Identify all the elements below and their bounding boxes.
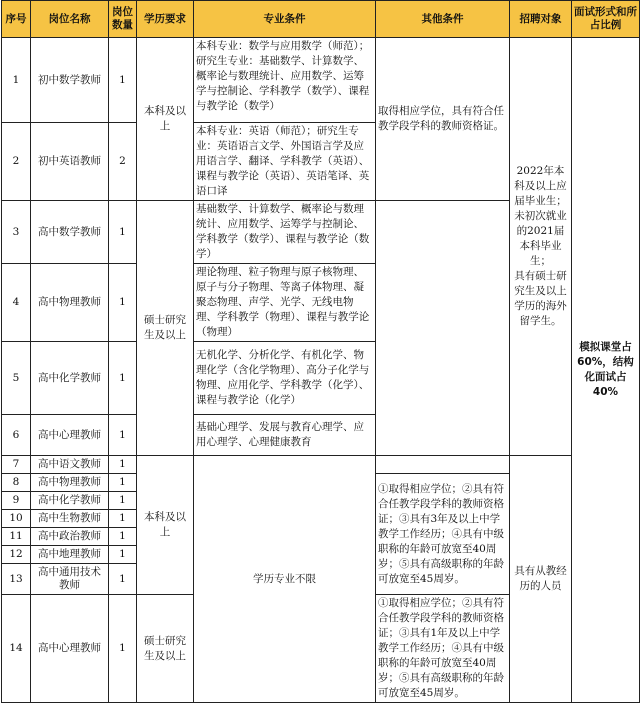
header-count: 岗位数量 bbox=[109, 1, 137, 38]
row-major: 基础心理学、发展与教育心理学、应用心理学、心理健康教育 bbox=[194, 415, 376, 456]
education-bachelor-low: 本科及以上 bbox=[137, 456, 194, 595]
row-position: 高中数学教师 bbox=[31, 201, 109, 264]
table-row bbox=[2, 38, 640, 123]
row-position: 高中心理教师 bbox=[31, 415, 109, 456]
row-count: 1 bbox=[109, 264, 137, 342]
other-conditions-mid: ①取得相应学位；②具有符合任教学段学科的教师资格证；③具有3年及以上中学教学工作经历；④具有中级职称的年龄可放宽至40周岁；⑤具有高级职称的年龄可放宽至45周岁。 bbox=[376, 474, 510, 595]
row-index: 11 bbox=[2, 528, 31, 546]
row-major: 无机化学、分析化学、有机化学、物理化学（含化学物理）、高分子化学与物理、应用化学、学科教学（化学）、课程与教学论（化学） bbox=[194, 342, 376, 415]
row-position: 高中物理教师 bbox=[31, 264, 109, 342]
interview-ratio: 模拟课堂占60%，结构化面试占40% bbox=[572, 38, 640, 703]
other-conditions-blank bbox=[376, 201, 510, 456]
row-position: 高中生物教师 bbox=[31, 510, 109, 528]
header-index: 序号 bbox=[2, 1, 31, 38]
row-count: 1 bbox=[109, 342, 137, 415]
row-index: 13 bbox=[2, 564, 31, 595]
education-master-low: 硕士研究生及以上 bbox=[137, 595, 194, 703]
row-index: 9 bbox=[2, 492, 31, 510]
row-index: 12 bbox=[2, 546, 31, 564]
row-index: 4 bbox=[2, 264, 31, 342]
target-experienced: 具有从教经历的人员 bbox=[510, 456, 572, 703]
row-position: 高中地理教师 bbox=[31, 546, 109, 564]
row-position: 高中通用技术教师 bbox=[31, 564, 109, 595]
row-count: 1 bbox=[109, 595, 137, 703]
row-count: 1 bbox=[109, 456, 137, 474]
row-position: 高中政治教师 bbox=[31, 528, 109, 546]
row-position: 高中心理教师 bbox=[31, 595, 109, 703]
header-position: 岗位名称 bbox=[31, 1, 109, 38]
row-index: 5 bbox=[2, 342, 31, 415]
row-count: 1 bbox=[109, 38, 137, 123]
major-unrestricted: 学历专业不限 bbox=[194, 456, 376, 703]
education-master-mid: 硕士研究生及以上 bbox=[137, 201, 194, 456]
row-index: 7 bbox=[2, 456, 31, 474]
row-count: 1 bbox=[109, 528, 137, 546]
row-position: 初中英语教师 bbox=[31, 123, 109, 201]
row-count: 1 bbox=[109, 564, 137, 595]
row-count: 2 bbox=[109, 123, 137, 201]
header-row bbox=[2, 1, 640, 38]
recruitment-table bbox=[1, 0, 640, 703]
row-count: 1 bbox=[109, 492, 137, 510]
target-fresh-graduates: 2022年本科及以上应届毕业生； 未初次就业的2021届本科毕业生； 具有硕士研究生及以上学历的海外留学生。 bbox=[510, 38, 572, 456]
other-conditions-top: 取得相应学位，具有符合任教学段学科的教师资格证。 bbox=[376, 38, 510, 201]
row-count: 1 bbox=[109, 510, 137, 528]
education-bachelor-top: 本科及以上 bbox=[137, 38, 194, 201]
row-count: 1 bbox=[109, 415, 137, 456]
row-count: 1 bbox=[109, 546, 137, 564]
row-major: 基础数学、计算数学、概率论与数理统计、应用数学、运筹学与控制论、学科教学（数学）、课程与教学论（数学） bbox=[194, 201, 376, 264]
table-row bbox=[2, 456, 640, 474]
row-major: 本科专业：数学与应用数学（师范）；研究生专业：基础数学、计算数学、概率论与数理统计、应用数学、运筹学与控制论、学科教学（数学）、课程与教学论（数学） bbox=[194, 38, 376, 123]
row-count: 1 bbox=[109, 474, 137, 492]
row-index: 14 bbox=[2, 595, 31, 703]
row-major: 理论物理、粒子物理与原子核物理、原子与分子物理、等离子体物理、凝聚态物理、声学、光学、无线电物理、学科教学（物理）、课程与教学论（物理） bbox=[194, 264, 376, 342]
row-position: 高中语文教师 bbox=[31, 456, 109, 474]
row-index: 2 bbox=[2, 123, 31, 201]
row-index: 6 bbox=[2, 415, 31, 456]
row-position: 高中物理教师 bbox=[31, 474, 109, 492]
header-education: 学历要求 bbox=[137, 1, 194, 38]
row-index: 1 bbox=[2, 38, 31, 123]
row-index: 10 bbox=[2, 510, 31, 528]
row-index: 3 bbox=[2, 201, 31, 264]
row-major: 本科专业：英语（师范）；研究生专业：英语语言文学、外国语言学及应用语言学、翻译、学科教学（英语）、课程与教学论（英语）、英语笔译、英语口译 bbox=[194, 123, 376, 201]
row-count: 1 bbox=[109, 201, 137, 264]
header-interview: 面试形式和所占比例 bbox=[572, 1, 640, 38]
row-position: 高中化学教师 bbox=[31, 492, 109, 510]
other-conditions-low: ①取得相应学位；②具有符合任教学段学科的教师资格证；③具有1年及以上中学教学工作经历；④具有中级职称的年龄可放宽至40周岁；⑤具有高级职称的年龄可放宽至45周岁。 bbox=[376, 595, 510, 703]
header-target: 招聘对象 bbox=[510, 1, 572, 38]
row-position: 初中数学教师 bbox=[31, 38, 109, 123]
row-index: 8 bbox=[2, 474, 31, 492]
header-other: 其他条件 bbox=[376, 1, 510, 38]
header-major: 专业条件 bbox=[194, 1, 376, 38]
other-conditions-blank-2 bbox=[376, 456, 510, 474]
row-position: 高中化学教师 bbox=[31, 342, 109, 415]
